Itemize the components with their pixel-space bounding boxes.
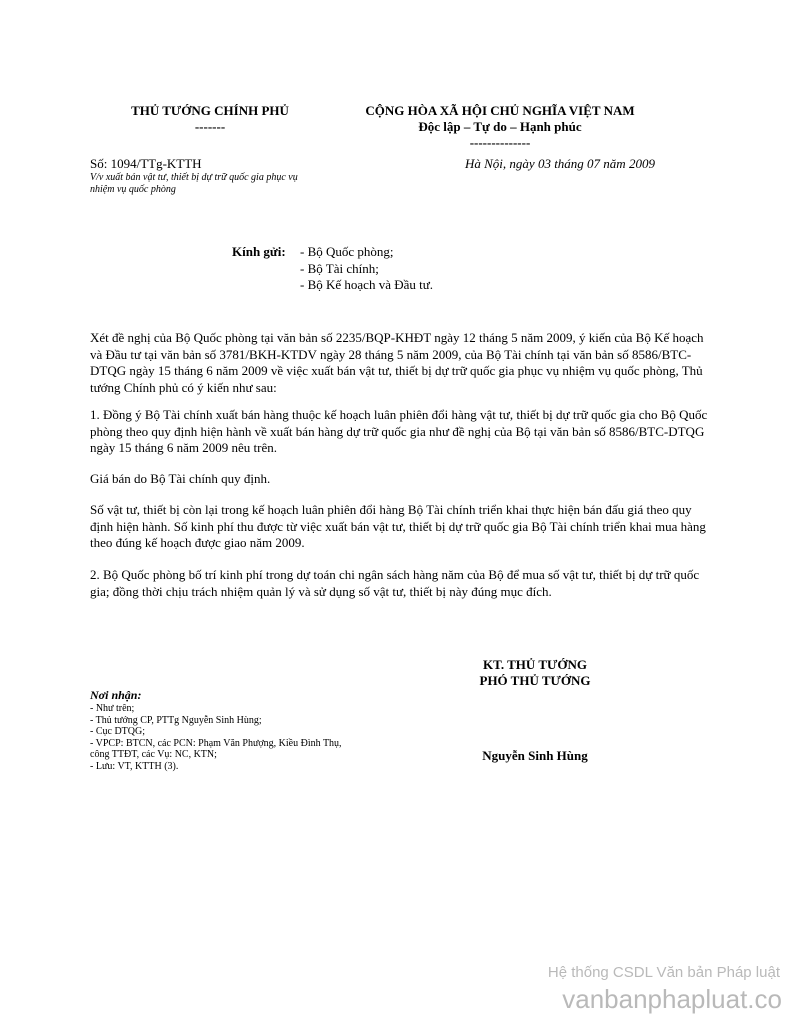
receivers-label: Nơi nhận:	[90, 688, 142, 702]
signature-line-2: PHÓ THỦ TƯỚNG	[479, 673, 591, 688]
signer-name: Nguyễn Sinh Hùng	[482, 748, 588, 763]
receiver-item: - Thủ tướng CP, PTTg Nguyễn Sinh Hùng;	[90, 714, 262, 726]
body-paragraph: Giá bán do Bộ Tài chính quy định.	[90, 471, 271, 486]
subject-line-2: nhiệm vụ quốc phòng	[90, 184, 176, 195]
recipient-item: - Bộ Quốc phòng;	[300, 244, 394, 259]
recipients-label: Kính gửi:	[232, 244, 286, 259]
receiver-item: - Như trên;	[90, 703, 135, 714]
issuer-name: THỦ TƯỚNG CHÍNH PHỦ	[131, 103, 289, 118]
document-subject	[90, 172, 350, 196]
receiver-item: công TTĐT, các Vụ: NC, KTN;	[90, 749, 217, 760]
issuer-rule: -------	[194, 119, 226, 134]
receiver-item: - Cục DTQG;	[90, 726, 145, 737]
place-date: Hà Nội, ngày 03 tháng 07 năm 2009	[465, 156, 655, 171]
watermark-domain: vanbanphapluat.co	[562, 984, 782, 1014]
recipient-item: - Bộ Kế hoạch và Đầu tư.	[300, 277, 434, 292]
national-motto: Độc lập – Tự do – Hạnh phúc	[418, 119, 582, 134]
receiver-item: - VPCP: BTCN, các PCN: Phạm Văn Phượng, Kiều Đình Thụ,	[90, 737, 342, 749]
national-heading	[345, 103, 655, 151]
receiver-item: - Lưu: VT, KTTH (3).	[90, 760, 179, 772]
national-rule: --------------	[469, 135, 531, 150]
signature-title	[420, 657, 650, 689]
national-title: CỘNG HÒA XÃ HỘI CHỦ NGHĨA VIỆT NAM	[365, 103, 635, 118]
body-paragraph: Xét đề nghị của Bộ Quốc phòng tại văn bản số 2235/BQP-KHĐT ngày 12 tháng 5 năm 2009, ý kiến của Bộ Kế hoạch và Đầu tư tại văn bản số 3781/BKH-KTDV ngày 28 tháng 5 năm 2009, của Bộ Tài chính tại văn bản số 8586/BTC-DTQG ngày 15 tháng 6 năm 2009 về việc xuất bán vật tư, thiết bị dự trữ quốc gia phục vụ nhiệm vụ quốc phòng, Thủ tướng Chính phủ có ý kiến như sau:	[90, 330, 704, 395]
subject-line-1: V/v xuất bán vật tư, thiết bị dự trữ quốc gia phục vụ	[90, 172, 298, 183]
document-number: Số: 1094/TTg-KTTH	[90, 156, 202, 171]
body-paragraph: Số vật tư, thiết bị còn lại trong kế hoạch luân phiên đổi hàng Bộ Tài chính triển khai thực hiện bán đấu giá theo quy định hiện hành. Số kinh phí thu được từ việc xuất bán vật tư, thiết bị dự trữ quốc gia Bộ Tài chính triển khai mua hàng theo đúng kế hoạch được giao năm 2009.	[90, 502, 706, 550]
receivers-list	[90, 703, 390, 772]
issuer-block	[105, 103, 315, 135]
recipients-list	[300, 244, 433, 294]
recipient-item: - Bộ Tài chính;	[300, 260, 379, 276]
body-paragraph: 2. Bộ Quốc phòng bố trí kinh phí trong dự toán chi ngân sách hàng năm của Bộ để mua số vật tư, thiết bị dự trữ quốc gia; đồng thời chịu trách nhiệm quản lý và sử dụng số vật tư, thiết bị này đúng mục đích.	[90, 567, 700, 599]
body-paragraph: 1. Đồng ý Bộ Tài chính xuất bán hàng thuộc kế hoạch luân phiên đổi hàng vật tư, thiết bị dự trữ quốc gia cho Bộ Quốc phòng theo quy định hiện hành về xuất bán hàng dự trữ quốc gia như đề nghị của Bộ tại văn bản số 8586/BTC-DTQG ngày 15 tháng 6 năm 2009 nêu trên.	[90, 407, 708, 455]
signature-line-1: KT. THỦ TƯỚNG	[483, 657, 587, 672]
watermark-caption: Hệ thống CSDL Văn bản Pháp luật	[547, 964, 780, 981]
